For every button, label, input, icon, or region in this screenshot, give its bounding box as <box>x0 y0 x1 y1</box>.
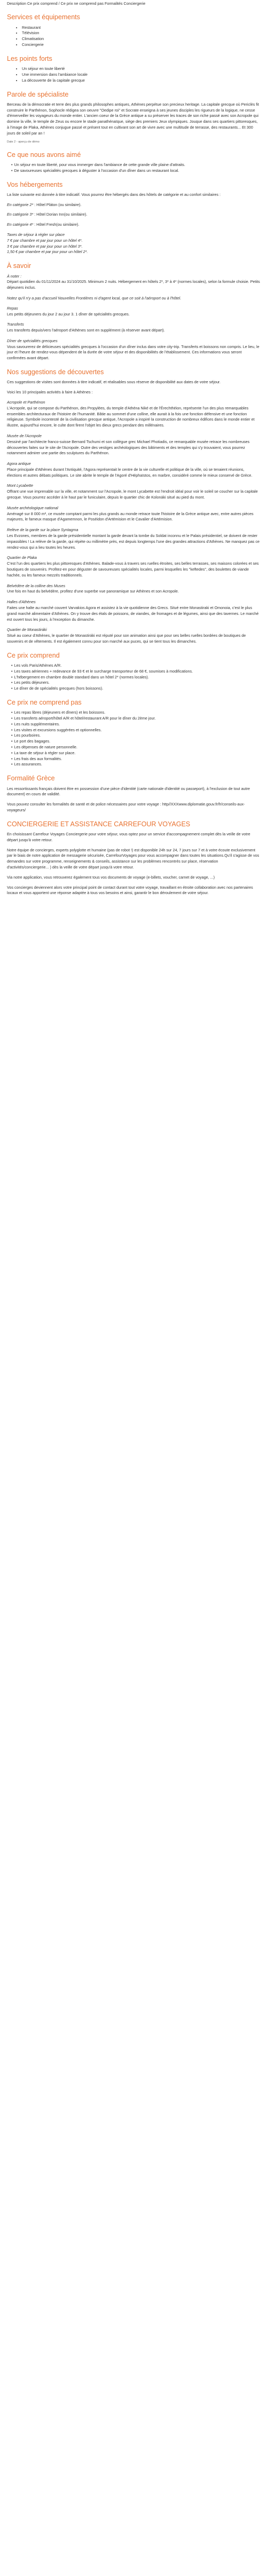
suggestion-text: Place principale d'Athènes durant l'Antiquité, l'Agora représentait le centre de la vie culturelle et politique de la ville, où se tenaient réunions, élections et autres débats politiques. Le site abrite le temple de l'Agoré d'Héphaïstos, en marbre, considéré comme le mieux conservé de Grèce. <box>7 467 253 478</box>
list-item: • Conciergerie <box>22 42 260 48</box>
suggestion-item <box>7 555 260 578</box>
list-item: • Les assurances. <box>11 762 260 768</box>
a-noter-text: Départ quotidien du 01/11/2024 au 31/10/2025. Minimum 2 nuits. Hébergement en hôtels 2*, 3* à 4* (normes locales), selon la formule choisie. Petits déjeuners inclus. <box>7 279 260 290</box>
suggestion-text: Une fois en haut du belvédère, profitez d'une superbe vue panoramique sur Athènes et son Acropole. <box>7 589 179 594</box>
prix-comprend-heading: Ce prix comprend <box>7 651 60 659</box>
list-item: • Restaurant <box>22 25 260 31</box>
suggestion-title: Relève de la garde sur la place Syntagma <box>7 527 78 533</box>
hotel-name: : Hôtel Fresh(ou similaire). <box>33 222 80 227</box>
hotel-name: : Hôtel Dorian Inn(ou similaire). <box>33 212 88 217</box>
list-item: • Le port des bagages. <box>11 739 260 745</box>
aime-list <box>7 162 260 174</box>
list-item: • Une immersion dans l'ambiance locale <box>22 72 260 78</box>
points-forts-heading: Les points forts <box>7 54 52 62</box>
list-item: • Le dîner de de spécialités grecques (hors boissons). <box>11 686 260 692</box>
aime-heading: Ce que nous avons aimé <box>7 151 81 159</box>
formalite-heading: Formalité Grèce <box>7 775 55 783</box>
list-item: • Les pourboires. <box>11 733 260 739</box>
transferts-block <box>7 322 260 334</box>
taxes-block <box>7 232 260 255</box>
hotel-name: : Hôtel Pláton (ou similaire). <box>33 202 82 207</box>
hebergement-line <box>7 222 260 228</box>
points-forts-list <box>7 66 260 83</box>
conciergerie-text: Notre équipe de concierges, experts polyglotte et humaine (pas de robot !) est disponible 24h sur 24, 7 jours sur 7 et à votre écoute exclusivement par le biais de notre application de messagerie sécurisée, CarrefourVoyages pour vous accompagner dans toutes les situations.Qu'il s'agisse de vos demandes sur votre programme, renseignements & conseils, assistance sur les problèmes rencontrés sur place, réservation d'activités/conciergerie... ) dès la veille de votre départ jusqu'à votre retour. <box>7 847 260 870</box>
tax-line: 3 € par chambre et par jour pour un hôtel 3*. <box>7 243 83 249</box>
list-item: • Un séjour en toute liberté, pour vous immerger dans l'ambiance de cette grande ville plaine d'attraits. <box>11 162 260 168</box>
diner-title: Dîner de spécialités grecques <box>7 338 58 343</box>
list-item: • Les dépenses de nature personnelle. <box>11 745 260 750</box>
suggestion-title: Halles d'Athènes <box>7 599 36 605</box>
services-heading: Services et équipements <box>7 13 80 21</box>
suggestion-text: Les Evzones, membres de la garde présidentielle montant la garde devant la tombe du Soldat inconnu et le Palais présidentiel, se doivent de rester impassibles ! La relève de la garde, qui répète ou millimètre près, est depuis longtemps l'une des grandes attractions d'Athènes. Ne manquez pas ce rendez-vous qui a lieu toutes les heures. <box>7 533 260 550</box>
hebergements-intro: La liste suivante est donnée à titre indicatif. Vous pourrez être hébergés dans des hôtels de catégorie et au confort similaires : <box>7 192 221 197</box>
suggestion-item <box>7 627 260 644</box>
savoir-heading: À savoir <box>7 262 32 270</box>
suggestion-text: Faites une halte au marché couvert Varvakios Agora et assistez à la vie quotidienne des Grecs. Situé entre Monastiraki et Omonoia, c'est le plus grand marché alimentaire d'Athènes. On y trouve des étals de poissons, de viandes, de fromages et de légumes, ainsi que des tavernes. Le marché est ouvert tous les jours, à l'exception du dimanche. <box>7 605 259 622</box>
formalite-link-text[interactable]: Vous pouvez consulter les formalités de santé et de police nécessaires pour votre voyage : http//XXXwww.diplomatie.gouv.fr/fr/conseils-aux-voyageurs/ <box>7 802 245 812</box>
suggestion-text: Offrant une vue imprenable sur la ville, et notamment sur l'Acropole, le mont Lycabette est l'endroit idéal pour voir le soleil se coucher sur la capitale grecque. Vous pourrez accéder à le haut par le funiculaire, depuis le quartier chic de Kolonáki situé au pied du mont. <box>7 489 258 500</box>
suggestions-intro-2: Voici les 10 principales activités à faire à Athènes : <box>7 390 93 395</box>
a-noter-title: À noter : <box>7 273 22 279</box>
list-item: • Climatisation <box>22 36 260 42</box>
conciergerie-heading: CONCIERGERIE ET ASSISTANCE CARREFOUR VOYAGES <box>7 820 191 828</box>
suggestion-text: Aménagé sur 8 000 m², ce musée comptant parmi les plus grands au monde retrace toute l'histoire de la Grèce antique avec, entre autres pièces majeures, le fameux masque d'Agamemnon, le Poséidon d'Artémision et le Cavalier d'Artémision. <box>7 511 254 522</box>
suggestions-intro: Ces suggestions de visites sont données à titre indicatif, et réalisables sous réserve de disponibilité aux dates de votre séjour. <box>7 380 221 385</box>
tax-line: 7 € par chambre et par jour pour un hôtel 4*. <box>7 238 83 243</box>
category-label: En catégorie 3* <box>7 212 34 217</box>
suggestion-title: Musée de l'Acropole <box>7 433 42 438</box>
suggestion-title: Belvédère de la colline des Muses <box>7 583 66 588</box>
repas-block <box>7 306 260 318</box>
list-item: • Les transferts aéroport/hôtel A/R et hôtel/restaurant A/R pour le dîner du 2ème jour. <box>11 716 260 722</box>
repas-title: Repas <box>7 305 18 311</box>
suggestion-item <box>7 583 260 595</box>
suggestion-item <box>7 599 260 622</box>
prix-ne-comprend-list <box>7 710 260 768</box>
savoir-note: Notez qu'il n'y a pas d'accueil Nouvelles Frontières ni d'agent local, que ce soit à l'aéroport ou à l'hôtel. <box>7 295 182 301</box>
repas-text: Les petits déjeuners du jour 2 au jour 3. 1 dîner de spécialités grecques. <box>7 311 130 317</box>
suggestion-title: Acropole et Parthénon <box>7 399 45 405</box>
suggestion-text: L'Acropole, qui se compose du Parthénon, des Propylées, du temple d'Athéna Niké et de l'Érechthéion, représente l'un des plus remarquables ensembles architecturaux de l'histoire de l'humanité. Bâtie au sommet d'une colline, elle aurait à la fois une fonction défensive et une fonction religieuse. Symbole incontesté de la civilisation grecque antique, l'Acropole a inspiré la construction de nombreux édifices dans le monde entier et illustre, aujourd'hui encore, le culte dont firent l'objet les dieux grecs pendant des millénaires. <box>7 405 255 428</box>
suggestion-item <box>7 461 260 478</box>
list-item: • Les nuits supplémentaires. <box>11 722 260 728</box>
suggestion-title: Mont Lycabette <box>7 483 34 488</box>
suggestion-text: Dessiné par l'architecte franco-suisse Bernard Tschumi et son collègue grec Michael Photiadis, ce remarquable musée retrace les nombreuses découvertes faites sur le site de l'Acropole. Outre des vestiges archéologiques des bâtiments et des temples qui s'y trouvaient, vous pourrez notamment admirer une partie des sculptures du Parthénon. <box>7 439 250 456</box>
transferts-title: Transferts <box>7 322 24 327</box>
page-content <box>7 0 260 896</box>
hebergement-line <box>7 202 260 208</box>
list-item: • Les vols Paris/Athènes A/R. <box>11 663 260 669</box>
list-item: • Les petits déjeuners. <box>11 680 260 686</box>
diner-text: Vous savourerez de délicieuses spécialités grecques à l'occasion d'un dîner inclus dans votre city-trip. Transferts et boissons non compris. Le lieu, le jour et l'heure de rendez-vous dépendent de la durée de votre séjour et des disponibilités de l'établissement. Ces informations vous seront confirmées avant départ. <box>7 344 260 361</box>
suggestion-item <box>7 483 260 500</box>
hebergements-heading: Vos hébergements <box>7 180 63 188</box>
taxes-title: Taxes de séjour à régler sur place <box>7 232 65 238</box>
list-item: • Les repas libres (déjeuners et dîners) et les boissons. <box>11 710 260 716</box>
list-item: • La taxe de séjour à régler sur place. <box>11 750 260 756</box>
prix-ne-comprend-heading: Ce prix ne comprend pas <box>7 699 82 707</box>
tax-line: 1,50 € par chambre et par jour pour un hôtel 2*. <box>7 249 88 255</box>
suggestion-title: Musée archéologique national <box>7 505 58 510</box>
conciergerie-text: En choisissant Carrefour Voyages Conciergerie pour votre séjour, vous optez pour un service d'accompagnement complet dès la veille de votre départ jusqu'à votre retour. <box>7 831 250 842</box>
list-item: • Les taxes aériennes + redevance de 93 € et le surcharge transporteur de 68 €, soumises à modifications. <box>11 669 260 675</box>
suggestion-item <box>7 433 260 456</box>
suggestion-item <box>7 527 260 550</box>
conciergerie-text: Via notre application, vous retrouverez également tous vos documents de voyage (e-billets, voucher, carnet de voyage, ...) <box>7 874 215 880</box>
list-item: • De savoureuses spécialités grecques à déguster à l'occasion d'un dîner dans un restaurant local. <box>11 168 260 174</box>
category-label: En catégorie 2* <box>7 202 34 207</box>
list-item: • Un séjour en toute liberté <box>22 66 260 72</box>
formalite-text: Les ressortissants français doivent être en possession d'une pièce d'identité (carte nationale d'identité ou passeport), à l'exclusion de tout autre document) en cours de validité. <box>7 786 250 797</box>
suggestion-title: Quartier de Plaka <box>7 555 37 560</box>
services-list <box>7 25 260 48</box>
parole-text: Berceau de la démocratie et terre des plus grands philosophes antiques, Athènes perpétue son precieux heritage. La capitale grecque où Periclès fit construire le Parthénon, Sophocle rédigea son oeuvre "Oedipe roi" et Socrate enseigna à ses jeunes disciples les rigueurs de la logique, ne cesse d'émerveiller les voyageurs du monde entier. L'ancien coeur de la Grèce antique a su préserver les traces de son riche passé avec son Acropole qui domine la ville, le temple de Zeus ou encore le stade panathénaïque, siège des premiers Jeux olympiques. Jouque dans ses quartiers pittoresques, à l'image de Plaka, Athènes conjugue passé et présent tout en cultivant son art de vivre avec une multitude de terrasse, des restaurants... Et 300 jours de soleil par an ! <box>7 101 259 136</box>
conciergerie-text: Vos concierges deviennent alors votre principal point de contact durant tout votre voyage, travaillant en étroite collaboration avec nos partenaires locaux et vous apportent une réponse adaptée à tous vos besoins et ainsi, garantir le bon déroulement de votre séjour. <box>7 884 253 896</box>
parole-heading: Parole de spécialiste <box>7 90 69 98</box>
prix-comprend-list <box>7 663 260 692</box>
suggestion-item <box>7 400 260 429</box>
suggestion-item <box>7 505 260 523</box>
suggestion-text: Situé au coeur d'Athènes, le quartier de Monastiráki est réputé pour son animation ainsi que pour ses belles ruelles bordées de boutiques de souvenirs et de vêtements. Il est également connu pour son marché aux puces, qui se tient tous les dimanches. <box>7 633 246 644</box>
parole-caption: Date 2 - aperçu de démo <box>7 140 40 144</box>
diner-block <box>7 338 260 361</box>
transferts-text: Les transferts depuis/vers l'aéroport d'Athènes sont en supplément (à réserver avant départ). <box>7 328 165 333</box>
category-label: En catégorie 4* <box>7 222 34 227</box>
list-item: • Les frais des aux formalités. <box>11 756 260 762</box>
suggestions-heading: Nos suggestions de découvertes <box>7 368 104 376</box>
suggestion-title: Agora antique <box>7 461 31 467</box>
list-item: • L'hébergement en chambre double standard dans un hôtel 2* (normes locales). <box>11 675 260 681</box>
list-item: • La découverte de la capitale grecque <box>22 78 260 84</box>
suggestion-text: C'est l'un des quartiers les plus pittoresques d'Athènes. Balade-vous à travers ses ruelles étroites, ses belles terrasses, ses maisons colorées et ses boutiques de souvenirs. Profitez-en pour déguster de savoureuses spécialités locales, parmi lesquelles les "keftedes", des boulettes de viande hachée, ou les fameux mezzés traditionnels. <box>7 561 259 578</box>
suggestion-title: Quartier de Monastiráki <box>7 627 47 633</box>
intro-text: Description Ce prix comprend / Ce prix ne comprend pas Formalités Conciergerie <box>7 1 146 6</box>
list-item: • Télévision <box>22 30 260 36</box>
list-item: • Les visites et excursions suggérées et optionnelles. <box>11 728 260 733</box>
hebergement-line <box>7 212 260 218</box>
a-noter-block <box>7 274 260 291</box>
